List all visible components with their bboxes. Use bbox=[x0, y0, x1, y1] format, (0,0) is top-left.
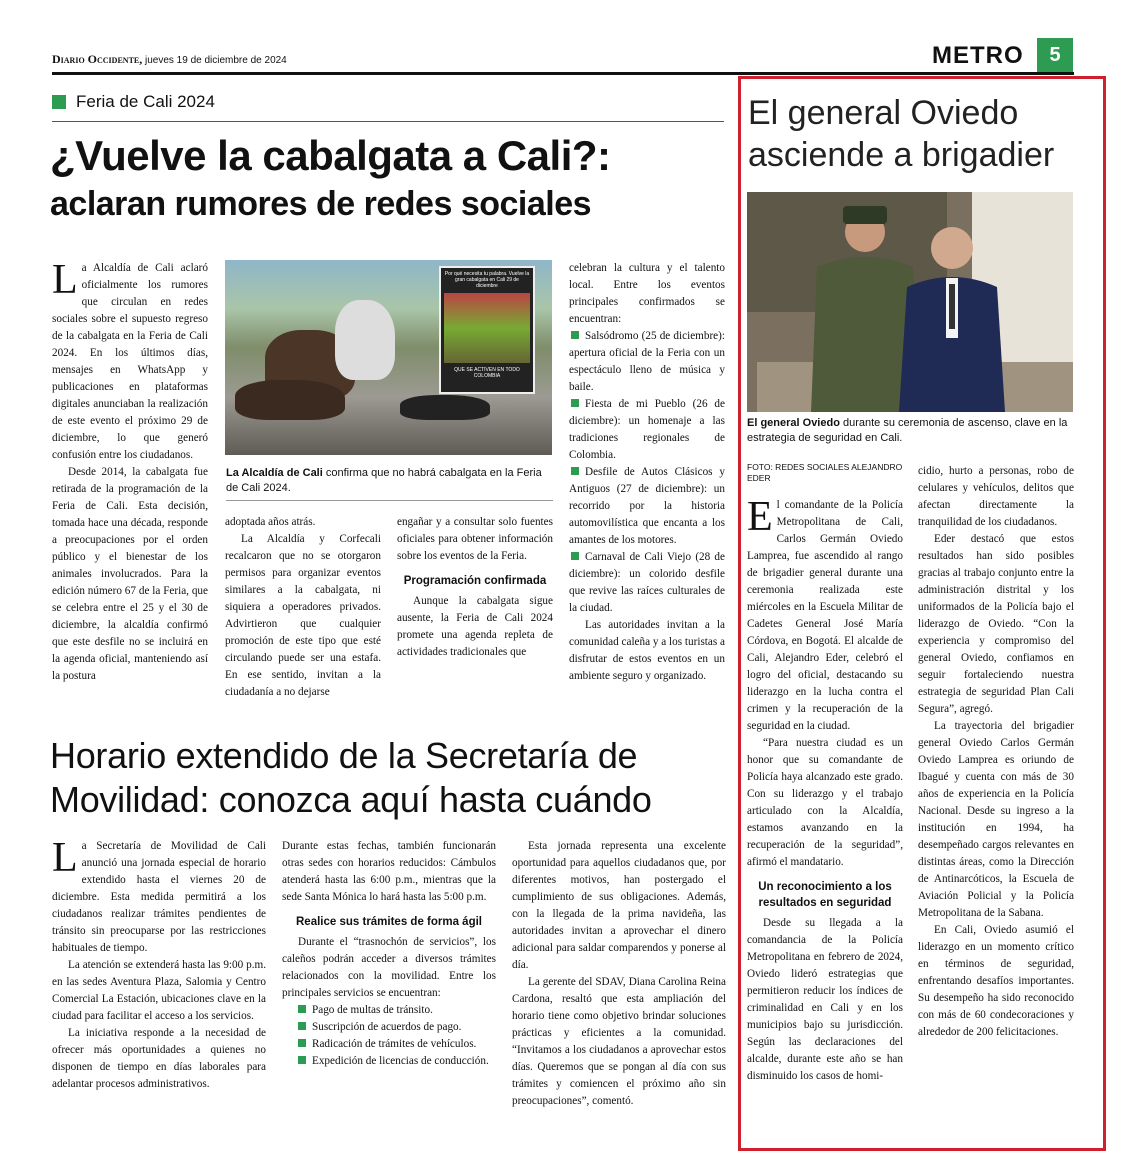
photo-illustration bbox=[747, 192, 1073, 412]
event-item: Carnaval de Cali Viejo (28 de diciembre): un colorido desfile que revive las raíces culturales de la ciudad. bbox=[569, 551, 725, 614]
horario-headline bbox=[50, 734, 730, 822]
paragraph: adoptada años atrás. bbox=[225, 516, 316, 528]
square-bullet-icon bbox=[571, 552, 579, 560]
event-item: Desfile de Autos Clásicos y Antiguos (27 de diciembre): un recorrido por la historia automovilística que encanta a los amantes de los motores. bbox=[569, 466, 725, 546]
horario-headline-line2: Movilidad: conozca aquí hasta cuándo bbox=[50, 779, 652, 820]
feria-column-3 bbox=[397, 514, 553, 661]
paragraph: En Cali, Oviedo asumió el liderazgo en un momento crítico en términos de seguridad, enfrentando desafíos importantes. Su desempeño ha sido reconocido con más de 60 condecoraciones y alrededor de 200 felicitaciones. bbox=[918, 924, 1074, 1038]
feria-column-1 bbox=[52, 257, 208, 685]
section-name: METRO bbox=[932, 42, 1024, 69]
general-column-2 bbox=[918, 463, 1074, 1041]
square-bullet-icon bbox=[298, 1056, 306, 1064]
paragraph: Desde 2014, la cabalgata fue retirada de la programación de la Feria de Cali. Esta decisión, tomada hace una década, responde a preocupaciones por el orden público y el bienestar de los animales involucrados. Para la edición número 67 de la Feria, que se celebra entre el 25 y el 30 de diciembre, la alcaldía confirmó que este desfile no se incluirá en la agenda oficial, manteniendo así la postura bbox=[52, 466, 208, 682]
service-item: Radicación de trámites de vehículos. bbox=[282, 1036, 496, 1053]
square-bullet-icon bbox=[298, 1039, 306, 1047]
paragraph: celebran la cultura y el talento local. Entre los eventos principales confirmados se encuentran: bbox=[569, 262, 725, 325]
paragraph: Desde su llegada a la comandancia de la Policía Metropolitana en febrero de 2024, Oviedo lideró estrategias que permitieron reducir los índices de criminalidad en Cali y en los municipios bajo su jurisdicción. Según las declaraciones del alcalde, durante este año se han disminuido los casos de homi- bbox=[747, 917, 903, 1082]
caption-bold: La Alcaldía de Cali bbox=[226, 467, 323, 479]
feria-column-2 bbox=[225, 514, 381, 701]
service-item: Expedición de licencias de conducción. bbox=[282, 1053, 496, 1070]
horario-column-2 bbox=[282, 838, 496, 1070]
general-headline-line2: asciende a brigadier bbox=[748, 136, 1055, 174]
kicker-rule bbox=[52, 121, 724, 122]
square-bullet-icon bbox=[298, 1022, 306, 1030]
general-column-1 bbox=[747, 494, 903, 1085]
paragraph: Aunque la cabalgata sigue ausente, la Feria de Cali 2024 promete una agenda repleta de actividades tradicionales que bbox=[397, 595, 553, 658]
caption-rule bbox=[226, 500, 553, 501]
header-rule bbox=[52, 72, 1074, 75]
inset-bottom-text: QUE SE ACTIVEN EN TODO COLOMBIA bbox=[454, 367, 520, 379]
cabalgata-photo bbox=[225, 260, 552, 455]
paragraph: Eder destacó que estos resultados han sido posibles gracias al trabajo conjunto entre la administración distrital y los uniformados de la Policía bajo el liderazgo de Oviedo. “Con la experiencia y compromiso del general Oviedo, confiamos en seguir fortaleciendo nuestra estrategia de seguridad Plan Cali Segura”, agregó. bbox=[918, 533, 1074, 715]
paragraph: cidio, hurto a personas, robo de celulares y vehículos, delitos que afectan directamente la tranquilidad de los ciudadanos. bbox=[918, 465, 1074, 528]
feria-photo-caption bbox=[226, 466, 553, 496]
service-item: Suscripción de acuerdos de pago. bbox=[282, 1019, 496, 1036]
horario-headline-line1: Horario extendido de la Secretaría de bbox=[50, 735, 638, 776]
paragraph: a Secretaría de Movilidad de Cali anunció una jornada especial de horario extendido hasta el viernes 20 de diciembre. Esta medida permitirá a los ciudadanos realizar trámites pendientes de tránsito sin preocuparse por las restricciones habituales de tiempo. bbox=[52, 840, 266, 954]
square-bullet-icon bbox=[298, 1005, 306, 1013]
caption-text: confirma que no habrá cabalgata en la Feria de Cali 2024. bbox=[226, 467, 542, 494]
page-number: 5 bbox=[1037, 38, 1073, 72]
paragraph: Esta jornada representa una excelente oportunidad para aquellos ciudadanos que, por diferentes motivos, han postergado el cumplimiento de sus obligaciones. Además, con la llegada de la prima navideña, las autoridades invitan a aprovechar el dinero adicional para saldar comparendos y ponerse al día. bbox=[512, 840, 726, 971]
general-photo-caption bbox=[747, 416, 1073, 446]
square-bullet-icon bbox=[571, 467, 579, 475]
general-headline-line1: El general Oviedo bbox=[748, 94, 1019, 132]
caption-text: durante su ceremonia de ascenso, clave en la estrategia de seguridad en Cali. bbox=[747, 417, 1068, 444]
caption-bold: El general Oviedo bbox=[747, 417, 840, 429]
inset-top-text: Por qué necesita tu palabra. Vuelve la gran cabalgata en Cali 29 de diciembre bbox=[444, 271, 530, 289]
feria-headline-line1: ¿Vuelve la cabalgata a Cali?: bbox=[50, 132, 611, 179]
general-photo bbox=[747, 192, 1073, 412]
square-bullet-icon bbox=[52, 95, 66, 109]
paragraph: La iniciativa responde a la necesidad de ofrecer más oportunidades a quienes no disponen de tiempo en días laborales para adelantar procesos administrativos. bbox=[52, 1027, 266, 1090]
feria-column-4 bbox=[569, 260, 725, 685]
event-item: Fiesta de mi Pueblo (26 de diciembre): un homenaje a las tradiciones regionales de Colombia. bbox=[569, 398, 725, 461]
paragraph: La atención se extenderá hasta las 9:00 p.m. en las sedes Aventura Plaza, Salomia y Centro Comercial La Estación, ubicaciones clave en la ciudad para facilitar el acceso a los servicios. bbox=[52, 959, 266, 1022]
paragraph: a Alcaldía de Cali aclaró oficialmente los rumores que circulan en redes sociales sobre el supuesto regreso de la cabalgata en la Feria de Cali 2024. En los últimos días, mensajes en WhatsApp y publicaciones en plataformas digitales anunciaban la realización de este evento el próximo 29 de diciembre, lo que generó confusión entre los ciudadanos. bbox=[52, 262, 208, 461]
service-item: Pago de multas de tránsito. bbox=[282, 1002, 496, 1019]
feria-headline bbox=[50, 132, 730, 228]
square-bullet-icon bbox=[571, 331, 579, 339]
paragraph: Las autoridades invitan a la comunidad caleña y a los turistas a disfrutar de estos eventos en un ambiente seguro y organizado. bbox=[569, 619, 725, 682]
issue-date: jueves 19 de diciembre de 2024 bbox=[144, 55, 287, 66]
paragraph: “Para nuestra ciudad es un honor que su comandante de Policía haya alcanzado este grado. Con su liderazgo y el trabajo articulado con la Alcaldía, estamos avanzando en la recuperación de la seguridad”, afirmó el mandatario. bbox=[747, 737, 903, 868]
social-post-inset bbox=[439, 266, 535, 394]
paragraph: Durante el “trasnochón de servicios”, los caleños podrán acceder a diversos trámites relacionados con la movilidad. Entre los principales servicios se encuentran: bbox=[282, 936, 496, 999]
general-headline bbox=[748, 92, 1088, 176]
drop-cap: L bbox=[52, 835, 78, 881]
event-item: Salsódromo (25 de diciembre): apertura oficial de la Feria con un espectáculo lleno de música y baile. bbox=[569, 330, 725, 393]
paragraph: La Alcaldía y Corfecali recalcaron que no se otorgaron permisos para organizar eventos similares a la cabalgata, ni siquiera a operadores privados. Advirtieron que cualquier promoción de este tipo que esté circulando puede ser una estafa. En ese sentido, invitan a la ciudadanía a no dejarse bbox=[225, 533, 381, 698]
subheading: Un reconocimiento a los resultados en seguridad bbox=[758, 881, 892, 909]
drop-cap: L bbox=[52, 257, 78, 303]
feria-kicker bbox=[52, 92, 215, 112]
drop-cap: E bbox=[747, 494, 773, 540]
paragraph: La gerente del SDAV, Diana Carolina Reina Cardona, resaltó que esta ampliación del horario tiene como objetivo brindar soluciones prácticas y eficientes a la comunidad. “Invitamos a los ciudadanos a aprovechar estos días. Queremos que se pongan al día con sus trámites y comiencen el próximo año sin preocupaciones”, comentó. bbox=[512, 976, 726, 1107]
feria-headline-line2: aclaran rumores de redes sociales bbox=[50, 185, 592, 223]
subheading: Realice sus trámites de forma ágil bbox=[296, 916, 482, 928]
paragraph: La trayectoria del brigadier general Oviedo Carlos Germán Oviedo Lamprea es oriundo de Ibagué y cuenta con más de 30 años de experiencia en la Policía Nacional. Desde su ingreso a la institución en 1994, ha desempeñado cargos relevantes en distintas áreas, como la Dirección de Antinarcóticos, la Escuela de Aviación Policial y la Policía Metropolitana de la Sabana. bbox=[918, 720, 1074, 919]
paragraph: engañar y a consultar solo fuentes oficiales para obtener información sobre los eventos de la Feria. bbox=[397, 516, 553, 562]
paper-name: Diario Occidente, bbox=[52, 52, 143, 66]
square-bullet-icon bbox=[571, 399, 579, 407]
paragraph: l comandante de la Policía Metropolitana de Cali, Carlos Germán Oviedo Lamprea, fue ascendido al rango de brigadier general durante una ceremonia realizada este miércoles en la Escuela Militar de Cadetes General José María Córdova, en Bogotá. El alcalde de Cali, Alejandro Eder, celebró el logro del oficial, destacando su liderazgo en la lucha contra el crimen y la recuperación de la seguridad en la ciudad. bbox=[747, 499, 903, 732]
horario-column-3 bbox=[512, 838, 726, 1110]
horario-column-1 bbox=[52, 835, 266, 1093]
paragraph: Durante estas fechas, también funcionarán otras sedes con horarios reducidos: Cámbulos atenderá hasta las 6:00 p.m., mientras que la sede Santa Mónica lo hará hasta las 5:00 p.m. bbox=[282, 840, 496, 903]
subheading: Programación confirmada bbox=[403, 575, 547, 587]
photo-credit: FOTO: REDES SOCIALES ALEJANDRO EDER bbox=[747, 462, 903, 483]
kicker-text: Feria de Cali 2024 bbox=[76, 92, 215, 111]
masthead bbox=[52, 52, 287, 67]
